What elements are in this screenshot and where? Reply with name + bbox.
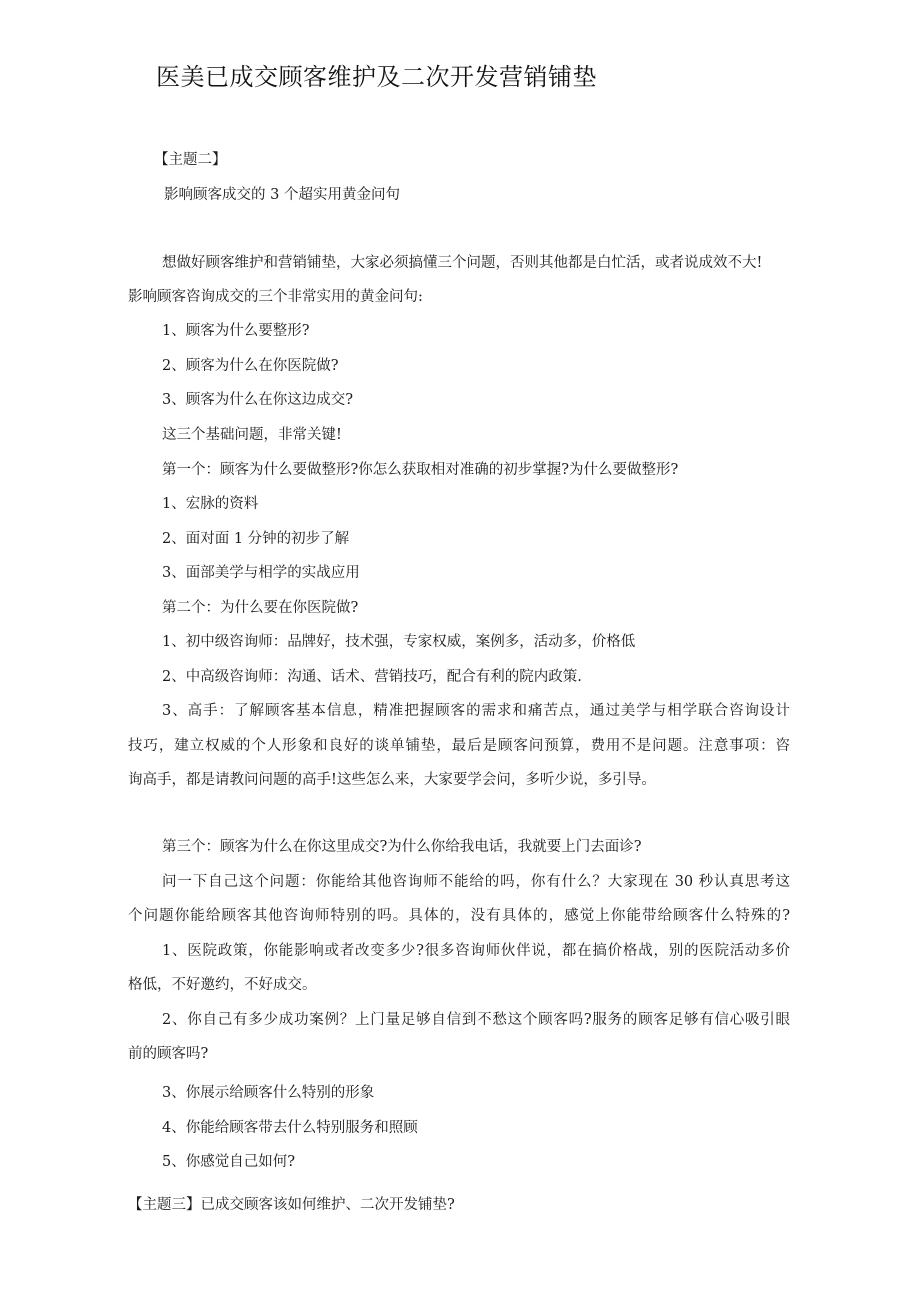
q3-item-4: 4、你能给顾客带去什么特别服务和照顾: [162, 1120, 418, 1136]
q3-item-1-line-2: 格低，不好邀约，不好成交。: [128, 977, 317, 993]
q3-item-2-line-2: 前的顾客吗?: [128, 1046, 209, 1062]
q2-item-3-line-2: 技巧，建立权威的个人形象和良好的谈单铺垫，最后是顾客问预算，费用不是问题。注意事项：咨: [128, 738, 790, 754]
question-item: 1、顾客为什么要整形?: [162, 323, 310, 339]
q1-item: 2、面对面 1 分钟的初步了解: [162, 531, 350, 547]
q3-paragraph-line-2: 个问题你能给顾客其他咨询师特别的吗。具体的，没有具体的，感觉上你能带给顾客什么特殊的?: [128, 908, 790, 924]
q2-heading: 第二个：为什么要在你医院做?: [162, 600, 359, 616]
q3-item-5: 5、你感觉自己如何?: [162, 1154, 295, 1170]
q2-item-2: 2、中高级咨询师：沟通、话术、营销技巧，配合有利的院内政策.: [162, 669, 582, 685]
q3-heading: 第三个：顾客为什么在你这里成交?为什么你给我电话，我就要上门去面诊?: [162, 839, 642, 855]
key-note: 这三个基础问题，非常关键!: [162, 427, 342, 443]
q3-item-3: 3、你展示给顾客什么特别的形象: [162, 1085, 375, 1101]
q1-item: 3、面部美学与相学的实战应用: [162, 565, 360, 581]
q2-item-1: 1、初中级咨询师：品牌好，技术强，专家权威，案例多，活动多，价格低: [162, 634, 636, 650]
topic-two-heading: 【主题二】: [154, 152, 227, 168]
intro-line-2: 影响顾客咨询成交的三个非常实用的黄金问句:: [128, 289, 423, 305]
q1-item: 1、宏脉的资料: [162, 496, 259, 512]
question-item: 3、顾客为什么在你这边成交?: [162, 392, 353, 408]
intro-line-1: 想做好顾客维护和营销铺垫，大家必须搞懂三个问题，否则其他都是白忙活，或者说成效不大!: [162, 255, 763, 271]
q1-heading: 第一个：顾客为什么要做整形?你怎么获取相对准确的初步掌握?为什么要做整形?: [162, 462, 679, 478]
q2-item-3-line-1: 3、高手：了解顾客基本信息，精准把握顾客的需求和痛苦点，通过美学与相学联合咨询设计: [162, 703, 790, 719]
q3-item-1-line-1: 1、医院政策，你能影响或者改变多少?很多咨询师伙伴说，都在搞价格战，别的医院活动多价: [162, 943, 790, 959]
document-title: 医美已成交顾客维护及二次开发营销铺垫: [156, 63, 597, 91]
question-item: 2、顾客为什么在你医院做?: [162, 358, 339, 374]
topic-three-heading: 【主题三】已成交顾客该如何维护、二次开发铺垫?: [128, 1197, 455, 1213]
q3-item-2-line-1: 2、你自己有多少成功案例？上门量足够自信到不愁这个顾客吗?服务的顾客足够有信心吸引眼: [162, 1012, 790, 1028]
q2-item-3-line-3: 询高手，都是请教问问题的高手!这些怎么来，大家要学会问，多听少说，多引导。: [128, 772, 656, 788]
topic-two-subtitle: 影响顾客成交的 3 个超实用黄金问句: [164, 187, 400, 203]
q3-paragraph-line-1: 问一下自己这个问题：你能给其他咨询师不能给的吗，你有什么？大家现在 30 秒认真思考这: [162, 874, 790, 890]
